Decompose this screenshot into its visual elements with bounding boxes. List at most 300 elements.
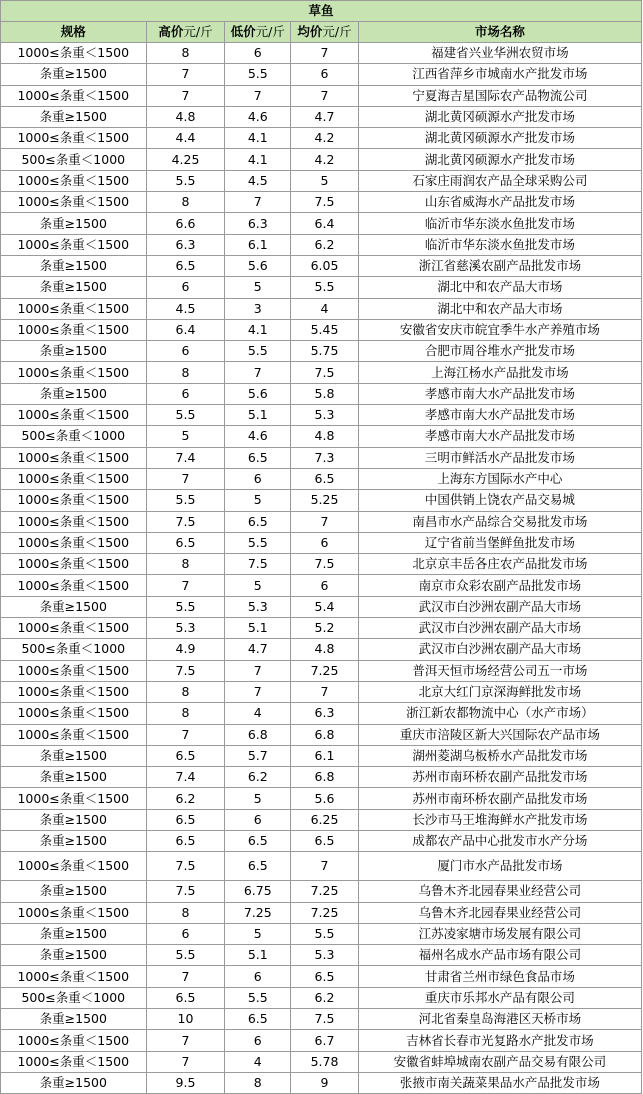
cell-low-price: 6.5 [225, 852, 291, 881]
table-row [1, 987, 642, 1008]
cell-high-price: 4.9 [146, 639, 225, 660]
table-row [1, 745, 642, 766]
cell-avg-price: 6 [291, 575, 359, 596]
table-row [1, 596, 642, 617]
cell-low-price: 6.5 [225, 1009, 291, 1030]
cell-market: 上海东方国际水产中心 [358, 468, 641, 489]
table-row [1, 852, 642, 881]
cell-high-price: 7.4 [146, 447, 225, 468]
table-row [1, 966, 642, 987]
cell-low-price: 6 [225, 468, 291, 489]
table-row [1, 575, 642, 596]
cell-spec: 500≤条重＜1000 [1, 987, 147, 1008]
cell-avg-price: 6.2 [291, 234, 359, 255]
table-row [1, 660, 642, 681]
table-row [1, 881, 642, 902]
table-row [1, 468, 642, 489]
cell-high-price: 5 [146, 426, 225, 447]
cell-low-price: 6 [225, 809, 291, 830]
table-row [1, 213, 642, 234]
cell-spec: 1000≤条重＜1500 [1, 966, 147, 987]
table-row [1, 277, 642, 298]
cell-low-price: 6.5 [225, 447, 291, 468]
cell-avg-price: 5.75 [291, 341, 359, 362]
cell-low-price: 8 [225, 1072, 291, 1093]
cell-high-price: 6.5 [146, 809, 225, 830]
cell-avg-price: 7.25 [291, 902, 359, 923]
cell-market: 浙江新农都物流中心（水产市场） [358, 703, 641, 724]
cell-low-price: 6.5 [225, 830, 291, 851]
cell-market: 三明市鲜活水产品批发市场 [358, 447, 641, 468]
cell-avg-price: 6.5 [291, 966, 359, 987]
cell-high-price: 7.4 [146, 767, 225, 788]
cell-spec: 条重≥1500 [1, 881, 147, 902]
cell-market: 北京大红门京深海鲜批发市场 [358, 681, 641, 702]
cell-high-price: 7.5 [146, 852, 225, 881]
cell-spec: 500≤条重＜1000 [1, 426, 147, 447]
table-row [1, 362, 642, 383]
cell-avg-price: 4.8 [291, 426, 359, 447]
cell-high-price: 5.5 [146, 170, 225, 191]
cell-avg-price: 4.7 [291, 106, 359, 127]
cell-avg-price: 7 [291, 681, 359, 702]
table-row [1, 255, 642, 276]
table-row [1, 64, 642, 85]
cell-high-price: 6.5 [146, 830, 225, 851]
cell-market: 湖北中和农产品大市场 [358, 277, 641, 298]
cell-market: 临沂市华东淡水鱼批发市场 [358, 234, 641, 255]
cell-high-price: 8 [146, 192, 225, 213]
table-row [1, 767, 642, 788]
cell-avg-price: 6.2 [291, 987, 359, 1008]
cell-high-price: 5.5 [146, 596, 225, 617]
cell-avg-price: 6 [291, 532, 359, 553]
cell-market: 安徽省蚌埠城南农副产品交易有限公司 [358, 1051, 641, 1072]
cell-market: 山东省威海水产品批发市场 [358, 192, 641, 213]
cell-high-price: 7 [146, 1051, 225, 1072]
cell-high-price: 6.5 [146, 745, 225, 766]
cell-avg-price: 7 [291, 852, 359, 881]
cell-avg-price: 7.5 [291, 1009, 359, 1030]
cell-low-price: 5 [225, 277, 291, 298]
cell-spec: 1000≤条重＜1500 [1, 405, 147, 426]
cell-spec: 条重≥1500 [1, 923, 147, 944]
cell-high-price: 6.5 [146, 255, 225, 276]
table-row [1, 85, 642, 106]
cell-market: 武汉市白沙洲农副产品大市场 [358, 618, 641, 639]
cell-spec: 1000≤条重＜1500 [1, 852, 147, 881]
table-row [1, 1030, 642, 1051]
cell-low-price: 5.1 [225, 618, 291, 639]
cell-low-price: 6 [225, 966, 291, 987]
table-row [1, 298, 642, 319]
cell-low-price: 6.3 [225, 213, 291, 234]
cell-spec: 条重≥1500 [1, 106, 147, 127]
cell-high-price: 6.5 [146, 532, 225, 553]
table-body [1, 43, 642, 1094]
table-title: 草鱼 [1, 1, 642, 22]
cell-avg-price: 4.8 [291, 639, 359, 660]
cell-market: 苏州市南环桥农副产品批发市场 [358, 788, 641, 809]
cell-spec: 条重≥1500 [1, 341, 147, 362]
cell-high-price: 5.5 [146, 945, 225, 966]
cell-high-price: 7 [146, 468, 225, 489]
cell-avg-price: 6.8 [291, 767, 359, 788]
table-row [1, 490, 642, 511]
header-high-price: 高价元/斤 [146, 22, 225, 43]
table-row [1, 788, 642, 809]
cell-low-price: 6.8 [225, 724, 291, 745]
cell-low-price: 4 [225, 703, 291, 724]
cell-spec: 条重≥1500 [1, 596, 147, 617]
header-low-price: 低价元/斤 [225, 22, 291, 43]
cell-low-price: 5 [225, 575, 291, 596]
cell-avg-price: 6.4 [291, 213, 359, 234]
cell-spec: 1000≤条重＜1500 [1, 85, 147, 106]
cell-avg-price: 4.2 [291, 128, 359, 149]
table-row [1, 405, 642, 426]
table-row [1, 681, 642, 702]
cell-avg-price: 5.2 [291, 618, 359, 639]
cell-high-price: 6.4 [146, 319, 225, 340]
cell-spec: 1000≤条重＜1500 [1, 362, 147, 383]
cell-high-price: 5.3 [146, 618, 225, 639]
cell-spec: 条重≥1500 [1, 255, 147, 276]
cell-market: 吉林省长春市光复路水产批发市场 [358, 1030, 641, 1051]
cell-spec: 条重≥1500 [1, 809, 147, 830]
cell-avg-price: 5.3 [291, 405, 359, 426]
cell-low-price: 5.5 [225, 341, 291, 362]
table-row [1, 945, 642, 966]
cell-high-price: 4.4 [146, 128, 225, 149]
cell-high-price: 5.5 [146, 405, 225, 426]
table-row [1, 511, 642, 532]
cell-spec: 1000≤条重＜1500 [1, 554, 147, 575]
cell-avg-price: 4 [291, 298, 359, 319]
cell-avg-price: 5.45 [291, 319, 359, 340]
cell-avg-price: 7 [291, 511, 359, 532]
cell-spec: 条重≥1500 [1, 277, 147, 298]
cell-spec: 1000≤条重＜1500 [1, 703, 147, 724]
cell-spec: 1000≤条重＜1500 [1, 1051, 147, 1072]
table-row [1, 1072, 642, 1093]
cell-low-price: 7 [225, 660, 291, 681]
cell-spec: 1000≤条重＜1500 [1, 319, 147, 340]
cell-low-price: 5 [225, 923, 291, 944]
cell-market: 江苏凌家塘市场发展有限公司 [358, 923, 641, 944]
cell-avg-price: 5.25 [291, 490, 359, 511]
cell-low-price: 7 [225, 85, 291, 106]
cell-market: 甘肃省兰州市绿色食品市场 [358, 966, 641, 987]
cell-high-price: 6.3 [146, 234, 225, 255]
header-market: 市场名称 [358, 22, 641, 43]
cell-avg-price: 5.5 [291, 277, 359, 298]
cell-spec: 1000≤条重＜1500 [1, 468, 147, 489]
cell-market: 乌鲁木齐北园春果业经营公司 [358, 881, 641, 902]
cell-high-price: 10 [146, 1009, 225, 1030]
cell-avg-price: 6.05 [291, 255, 359, 276]
header-unit: 元/斤 [322, 24, 352, 39]
table-row [1, 149, 642, 170]
cell-low-price: 4.1 [225, 128, 291, 149]
cell-avg-price: 6.5 [291, 830, 359, 851]
cell-spec: 条重≥1500 [1, 213, 147, 234]
cell-avg-price: 6.5 [291, 468, 359, 489]
cell-high-price: 7 [146, 64, 225, 85]
cell-low-price: 5.5 [225, 987, 291, 1008]
cell-market: 长沙市马王堆海鲜水产批发市场 [358, 809, 641, 830]
cell-market: 湖北黄冈硕源水产批发市场 [358, 106, 641, 127]
cell-high-price: 9.5 [146, 1072, 225, 1093]
cell-high-price: 8 [146, 902, 225, 923]
cell-market: 福建省兴业华洲农贸市场 [358, 43, 641, 64]
cell-low-price: 7.5 [225, 554, 291, 575]
header-spec: 规格 [1, 22, 147, 43]
cell-market: 孝感市南大水产品批发市场 [358, 405, 641, 426]
cell-high-price: 7.5 [146, 660, 225, 681]
cell-spec: 条重≥1500 [1, 1072, 147, 1093]
cell-low-price: 7 [225, 681, 291, 702]
cell-spec: 1000≤条重＜1500 [1, 788, 147, 809]
cell-high-price: 8 [146, 554, 225, 575]
cell-low-price: 7 [225, 192, 291, 213]
cell-spec: 1000≤条重＜1500 [1, 681, 147, 702]
cell-low-price: 6.5 [225, 511, 291, 532]
cell-avg-price: 7.5 [291, 554, 359, 575]
table-row [1, 192, 642, 213]
cell-market: 乌鲁木齐北园春果业经营公司 [358, 902, 641, 923]
cell-market: 南昌市水产品综合交易批发市场 [358, 511, 641, 532]
cell-avg-price: 5 [291, 170, 359, 191]
cell-high-price: 6.5 [146, 987, 225, 1008]
cell-avg-price: 7.5 [291, 362, 359, 383]
cell-high-price: 5.5 [146, 490, 225, 511]
table-row [1, 128, 642, 149]
cell-spec: 1000≤条重＜1500 [1, 724, 147, 745]
cell-spec: 1000≤条重＜1500 [1, 192, 147, 213]
cell-market: 河北省秦皇岛海港区天桥市场 [358, 1009, 641, 1030]
cell-high-price: 7 [146, 1030, 225, 1051]
cell-high-price: 7 [146, 724, 225, 745]
cell-spec: 条重≥1500 [1, 383, 147, 404]
cell-market: 安徽省安庆市皖宜季牛水产养殖市场 [358, 319, 641, 340]
cell-high-price: 4.8 [146, 106, 225, 127]
cell-avg-price: 7 [291, 85, 359, 106]
cell-low-price: 5 [225, 490, 291, 511]
cell-low-price: 6 [225, 1030, 291, 1051]
cell-low-price: 4 [225, 1051, 291, 1072]
cell-high-price: 6 [146, 923, 225, 944]
cell-avg-price: 5.6 [291, 788, 359, 809]
cell-high-price: 4.5 [146, 298, 225, 319]
table-row [1, 902, 642, 923]
table-row [1, 426, 642, 447]
table-row [1, 383, 642, 404]
header-unit: 元/斤 [255, 24, 285, 39]
cell-spec: 1000≤条重＜1500 [1, 660, 147, 681]
cell-market: 湖北中和农产品大市场 [358, 298, 641, 319]
cell-spec: 1000≤条重＜1500 [1, 490, 147, 511]
table-row [1, 809, 642, 830]
cell-market: 重庆市涪陵区新大兴国际农产品市场 [358, 724, 641, 745]
cell-market: 厦门市水产品批发市场 [358, 852, 641, 881]
cell-market: 武汉市白沙洲农副产品大市场 [358, 596, 641, 617]
cell-spec: 1000≤条重＜1500 [1, 618, 147, 639]
cell-high-price: 6.2 [146, 788, 225, 809]
table-row [1, 532, 642, 553]
cell-low-price: 5.5 [225, 64, 291, 85]
table-row [1, 618, 642, 639]
header-unit: 元/斤 [183, 24, 213, 39]
cell-low-price: 5.3 [225, 596, 291, 617]
cell-spec: 条重≥1500 [1, 945, 147, 966]
cell-low-price: 7.25 [225, 902, 291, 923]
cell-low-price: 4.5 [225, 170, 291, 191]
table-row [1, 170, 642, 191]
cell-market: 张掖市南关蔬菜果品水产品批发市场 [358, 1072, 641, 1093]
table-row [1, 106, 642, 127]
cell-high-price: 7.5 [146, 881, 225, 902]
cell-high-price: 6 [146, 277, 225, 298]
cell-market: 成都农产品中心批发市水产分场 [358, 830, 641, 851]
table-row [1, 1009, 642, 1030]
cell-high-price: 7 [146, 966, 225, 987]
cell-spec: 1000≤条重＜1500 [1, 575, 147, 596]
cell-spec: 条重≥1500 [1, 767, 147, 788]
cell-avg-price: 6 [291, 64, 359, 85]
cell-low-price: 5.6 [225, 255, 291, 276]
cell-low-price: 5.1 [225, 945, 291, 966]
cell-market: 南京市众彩农副产品批发市场 [358, 575, 641, 596]
cell-avg-price: 5.78 [291, 1051, 359, 1072]
table-row [1, 923, 642, 944]
cell-market: 北京京丰岳各庄农产品批发市场 [358, 554, 641, 575]
cell-spec: 1000≤条重＜1500 [1, 298, 147, 319]
cell-spec: 1000≤条重＜1500 [1, 128, 147, 149]
cell-avg-price: 9 [291, 1072, 359, 1093]
cell-high-price: 8 [146, 43, 225, 64]
cell-market: 武汉市白沙洲农副产品大市场 [358, 639, 641, 660]
table-row [1, 554, 642, 575]
cell-market: 重庆市乐邦水产品有限公司 [358, 987, 641, 1008]
cell-spec: 1000≤条重＜1500 [1, 532, 147, 553]
cell-market: 苏州市南环桥农副产品批发市场 [358, 767, 641, 788]
cell-spec: 1000≤条重＜1500 [1, 447, 147, 468]
cell-low-price: 6.2 [225, 767, 291, 788]
cell-high-price: 8 [146, 362, 225, 383]
cell-avg-price: 5.5 [291, 923, 359, 944]
cell-avg-price: 5.4 [291, 596, 359, 617]
table-row [1, 724, 642, 745]
cell-avg-price: 6.1 [291, 745, 359, 766]
cell-low-price: 5.5 [225, 532, 291, 553]
cell-avg-price: 4.2 [291, 149, 359, 170]
cell-market: 湖北黄冈硕源水产批发市场 [358, 149, 641, 170]
cell-market: 孝感市南大水产品批发市场 [358, 426, 641, 447]
table-row [1, 234, 642, 255]
cell-market: 石家庄雨润农产品全球采购公司 [358, 170, 641, 191]
cell-low-price: 7 [225, 362, 291, 383]
cell-high-price: 7.5 [146, 511, 225, 532]
cell-low-price: 6.75 [225, 881, 291, 902]
cell-high-price: 6 [146, 341, 225, 362]
cell-low-price: 6.1 [225, 234, 291, 255]
cell-high-price: 8 [146, 703, 225, 724]
cell-low-price: 3 [225, 298, 291, 319]
cell-spec: 1000≤条重＜1500 [1, 43, 147, 64]
cell-spec: 条重≥1500 [1, 1009, 147, 1030]
table-row [1, 319, 642, 340]
table-row [1, 830, 642, 851]
table-row [1, 43, 642, 64]
cell-avg-price: 7.25 [291, 881, 359, 902]
cell-market: 湖北黄冈硕源水产批发市场 [358, 128, 641, 149]
cell-spec: 1000≤条重＜1500 [1, 170, 147, 191]
cell-high-price: 6.6 [146, 213, 225, 234]
cell-market: 孝感市南大水产品批发市场 [358, 383, 641, 404]
cell-market: 福州名成水产品市场有限公司 [358, 945, 641, 966]
cell-market: 临沂市华东淡水鱼批发市场 [358, 213, 641, 234]
cell-market: 江西省萍乡市城南水产批发市场 [358, 64, 641, 85]
cell-high-price: 7 [146, 575, 225, 596]
table-row [1, 639, 642, 660]
cell-spec: 500≤条重＜1000 [1, 149, 147, 170]
cell-high-price: 8 [146, 681, 225, 702]
cell-low-price: 4.6 [225, 106, 291, 127]
cell-low-price: 5 [225, 788, 291, 809]
cell-avg-price: 7.3 [291, 447, 359, 468]
cell-high-price: 4.25 [146, 149, 225, 170]
table-row [1, 447, 642, 468]
cell-spec: 1000≤条重＜1500 [1, 511, 147, 532]
cell-spec: 1000≤条重＜1500 [1, 1030, 147, 1051]
cell-low-price: 4.7 [225, 639, 291, 660]
cell-spec: 1000≤条重＜1500 [1, 902, 147, 923]
cell-market: 宁夏海吉星国际农产品物流公司 [358, 85, 641, 106]
cell-low-price: 5.6 [225, 383, 291, 404]
cell-spec: 条重≥1500 [1, 830, 147, 851]
cell-market: 湖州菱湖乌板桥水产品批发市场 [358, 745, 641, 766]
cell-avg-price: 7.5 [291, 192, 359, 213]
cell-market: 中国供销上饶农产品交易城 [358, 490, 641, 511]
cell-spec: 500≤条重＜1000 [1, 639, 147, 660]
cell-low-price: 4.1 [225, 319, 291, 340]
cell-market: 辽宁省前当堡鲜鱼批发市场 [358, 532, 641, 553]
table-row [1, 703, 642, 724]
cell-market: 上海江杨水产品批发市场 [358, 362, 641, 383]
cell-avg-price: 6.25 [291, 809, 359, 830]
table-row [1, 1051, 642, 1072]
cell-low-price: 4.6 [225, 426, 291, 447]
cell-low-price: 5.7 [225, 745, 291, 766]
cell-avg-price: 7.25 [291, 660, 359, 681]
cell-avg-price: 6.3 [291, 703, 359, 724]
cell-market: 浙江省慈溪农副产品批发市场 [358, 255, 641, 276]
cell-low-price: 4.1 [225, 149, 291, 170]
cell-avg-price: 6.7 [291, 1030, 359, 1051]
table-row [1, 341, 642, 362]
cell-market: 普洱天恒市场经营公司五一市场 [358, 660, 641, 681]
cell-avg-price: 7 [291, 43, 359, 64]
cell-spec: 条重≥1500 [1, 64, 147, 85]
cell-avg-price: 5.8 [291, 383, 359, 404]
cell-high-price: 6 [146, 383, 225, 404]
cell-avg-price: 6.8 [291, 724, 359, 745]
cell-spec: 条重≥1500 [1, 745, 147, 766]
header-avg-price: 均价元/斤 [291, 22, 359, 43]
cell-high-price: 7 [146, 85, 225, 106]
cell-avg-price: 5.3 [291, 945, 359, 966]
